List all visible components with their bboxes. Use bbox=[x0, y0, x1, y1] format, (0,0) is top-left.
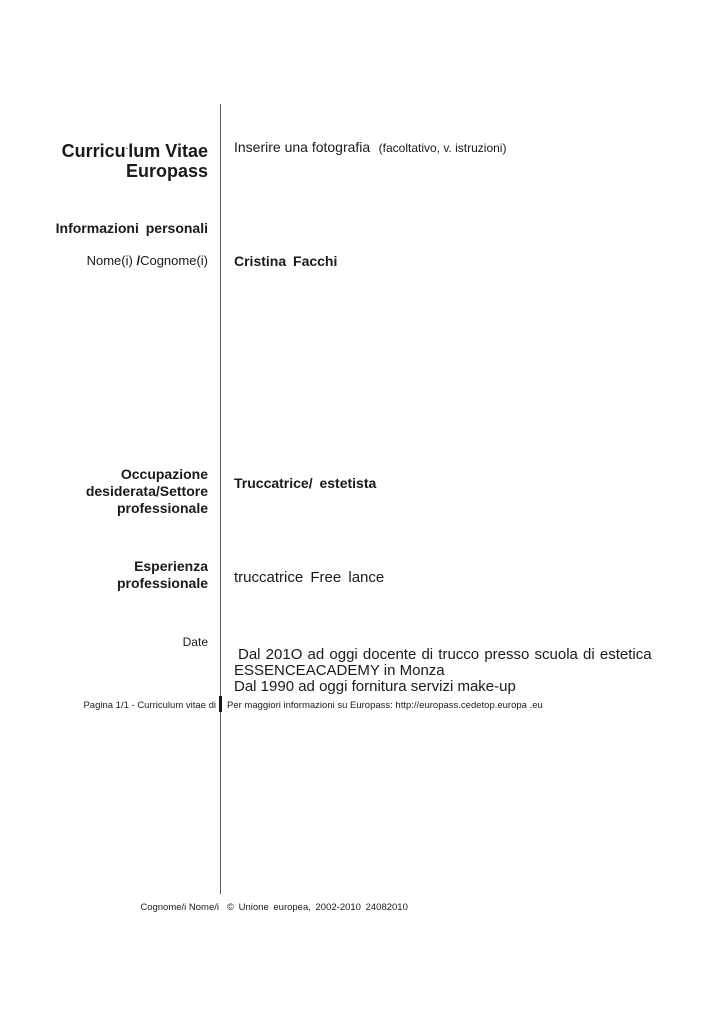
experience-label-2: professionale bbox=[116, 575, 208, 591]
column-divider bbox=[220, 104, 221, 894]
cv-title-line2: Europass bbox=[125, 161, 208, 181]
occupation-label-1: Occupazione bbox=[120, 466, 208, 482]
occupation-value: Truccatrice/ estetista bbox=[234, 475, 377, 491]
experience-line-1: Dal 201O ad oggi docente di trucco presso scuola di estetica bbox=[238, 646, 652, 663]
cv-title-part-a: Curricu bbox=[61, 141, 126, 161]
occupation-label-2: desiderata/Settore bbox=[85, 483, 208, 499]
page-footer-right: Per maggiori informazioni su Europass: http://europass.cedetop.europa .eu bbox=[227, 700, 543, 711]
cv-title-line1 bbox=[62, 138, 208, 162]
bottom-footer-right: © Unione europea, 2002-2010 24082010 bbox=[227, 902, 408, 913]
personal-info-heading: Informazioni personali bbox=[55, 220, 208, 236]
name-label-first: Nome(i) bbox=[86, 253, 133, 268]
name-label bbox=[87, 253, 208, 269]
page-footer-left: Pagina 1/1 - Curriculum vitae di bbox=[83, 700, 216, 711]
occupation-label-3: professionale bbox=[116, 500, 208, 516]
photo-text: Inserire una fotografia bbox=[234, 139, 371, 155]
experience-value: truccatrice Free lance bbox=[234, 569, 385, 586]
name-value: Cristina Facchi bbox=[234, 253, 338, 269]
bottom-footer-left: Cognome/i Nome/i bbox=[140, 902, 219, 913]
experience-label-1: Esperienza bbox=[134, 558, 208, 574]
name-label-separator: / bbox=[136, 253, 141, 268]
date-label: Date bbox=[182, 635, 208, 649]
photo-placeholder bbox=[234, 139, 506, 157]
experience-line-3: Dal 1990 ad oggi fornitura servizi make-up bbox=[234, 678, 516, 695]
photo-note: (facoltativo, v. istruzioni) bbox=[378, 141, 507, 155]
cv-title-part-b: lum Vitae bbox=[128, 141, 208, 161]
name-label-last: Cognome(i) bbox=[140, 253, 208, 268]
title-dot: · bbox=[125, 144, 129, 153]
divider-marker bbox=[219, 696, 222, 712]
experience-line-2: ESSENCEACADEMY in Monza bbox=[234, 662, 445, 679]
